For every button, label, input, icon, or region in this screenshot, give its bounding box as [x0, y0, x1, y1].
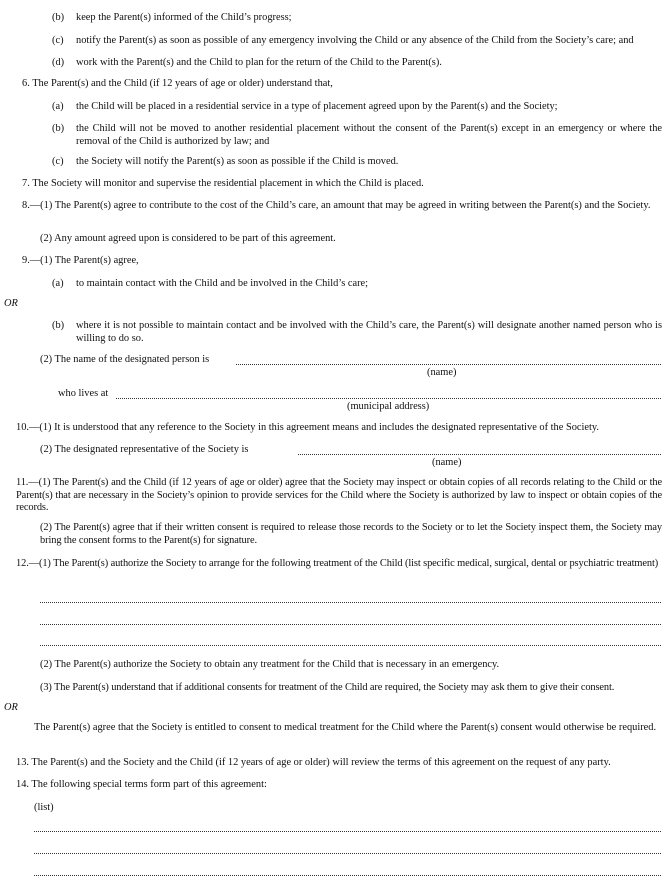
name-caption: (name): [427, 367, 457, 378]
item6-b-label: (b): [52, 123, 65, 134]
item9-p2: (2) The name of the designated person is: [40, 354, 210, 365]
special-terms-line-2[interactable]: [34, 853, 661, 854]
treatment-line-1[interactable]: [40, 602, 661, 603]
item14-list: (list): [34, 802, 54, 813]
item6-intro: 6. The Parent(s) and the Child (if 12 years of age or older) understand that,: [22, 78, 333, 89]
item12-alt: The Parent(s) agree that the Society is entitled to consent to medical treatment for the Child where the Parent(s) consent would otherwise be required.: [34, 722, 657, 733]
item5-d-text: work with the Parent(s) and the Child to plan for the return of the Child to the Parent(s).: [76, 57, 442, 68]
item6-c-label: (c): [52, 156, 64, 167]
item5-c-label: (c): [52, 35, 64, 46]
item5-b-text: keep the Parent(s) informed of the Child’s progress;: [76, 12, 292, 23]
item6-a-text: the Child will be placed in a residential service in a type of placement agreed upon by the Parent(s) and the Society;: [76, 101, 558, 112]
lives-at-label: who lives at: [58, 388, 109, 399]
item9-a-label: (a): [52, 278, 64, 289]
item10-p1: 10.—(1) It is understood that any reference to the Society in this agreement means and includes the designated representative of the Society.: [16, 422, 600, 433]
item5-d-label: (d): [52, 57, 65, 68]
special-terms-line-3[interactable]: [34, 875, 661, 876]
item12-or: OR: [4, 702, 18, 713]
item6-a-label: (a): [52, 101, 64, 112]
treatment-line-2[interactable]: [40, 624, 661, 625]
item5-c-text: notify the Parent(s) as soon as possible of any emergency involving the Child or any absence of the Child from the Society’s care; and: [76, 35, 634, 46]
designated-person-line[interactable]: [236, 364, 661, 365]
representative-caption: (name): [432, 457, 462, 468]
item13: 13. The Parent(s) and the Society and the Child (if 12 years of age or older) will review the terms of this agreement on the request of any party.: [16, 757, 611, 768]
treatment-line-3[interactable]: [40, 645, 661, 646]
item11-p1: 11.—(1) The Parent(s) and the Child (if 12 years of age or older) agree that the Society may inspect or obtain copies of all records relating to the Child or the Parent(s) that are necessary in the Society’s opinion to provide services for the Child where the Society is authorized by law to inspect or obtain copies of the records.: [16, 477, 662, 514]
item12-p1: 12.—(1) The Parent(s) authorize the Society to arrange for the following treatment of the Child (list specific medical, surgical, dental or psychiatric treatment): [16, 558, 659, 569]
item6-b-text: the Child will not be moved to another residential placement without the consent of the Parent(s) except in an emergency or where the removal of the Child is authorized by law; and: [76, 123, 662, 147]
item9-p1: 9.—(1) The Parent(s) agree,: [22, 255, 139, 266]
item12-p3: (3) The Parent(s) understand that if additional consents for treatment of the Child are required, the Society may ask them to give their consent.: [40, 682, 615, 693]
item5-b-label: (b): [52, 12, 65, 23]
special-terms-line-1[interactable]: [34, 831, 661, 832]
item9-b-label: (b): [52, 320, 65, 331]
item12-p2: (2) The Parent(s) authorize the Society to obtain any treatment for the Child that is necessary in an emergency.: [40, 659, 500, 670]
item8-p1: 8.—(1) The Parent(s) agree to contribute to the cost of the Child’s care, an amount that may be agreed in writing between the Parent(s) and the Society.: [22, 200, 651, 211]
address-line[interactable]: [116, 398, 661, 399]
address-caption: (municipal address): [347, 401, 430, 412]
item9-or: OR: [4, 298, 18, 309]
representative-line[interactable]: [298, 454, 661, 455]
item11-p2: (2) The Parent(s) agree that if their written consent is required to release those records to the Society or to let the Society inspect them, the Society may bring the consent forms to the Parent(s) for signature.: [40, 522, 662, 546]
item9-a-text: to maintain contact with the Child and be involved in the Child’s care;: [76, 278, 369, 289]
item6-c-text: the Society will notify the Parent(s) as soon as possible if the Child is moved.: [76, 156, 399, 167]
item8-p2: (2) Any amount agreed upon is considered to be part of this agreement.: [40, 233, 336, 244]
item9-b-text: where it is not possible to maintain contact and be involved with the Child’s care, the Parent(s) will designate another named person who is willing to do so.: [76, 320, 662, 344]
item10-p2: (2) The designated representative of the Society is: [40, 444, 249, 455]
item7: 7. The Society will monitor and supervise the residential placement in which the Child is placed.: [22, 178, 424, 189]
item14-p1: 14. The following special terms form part of this agreement:: [16, 779, 267, 790]
